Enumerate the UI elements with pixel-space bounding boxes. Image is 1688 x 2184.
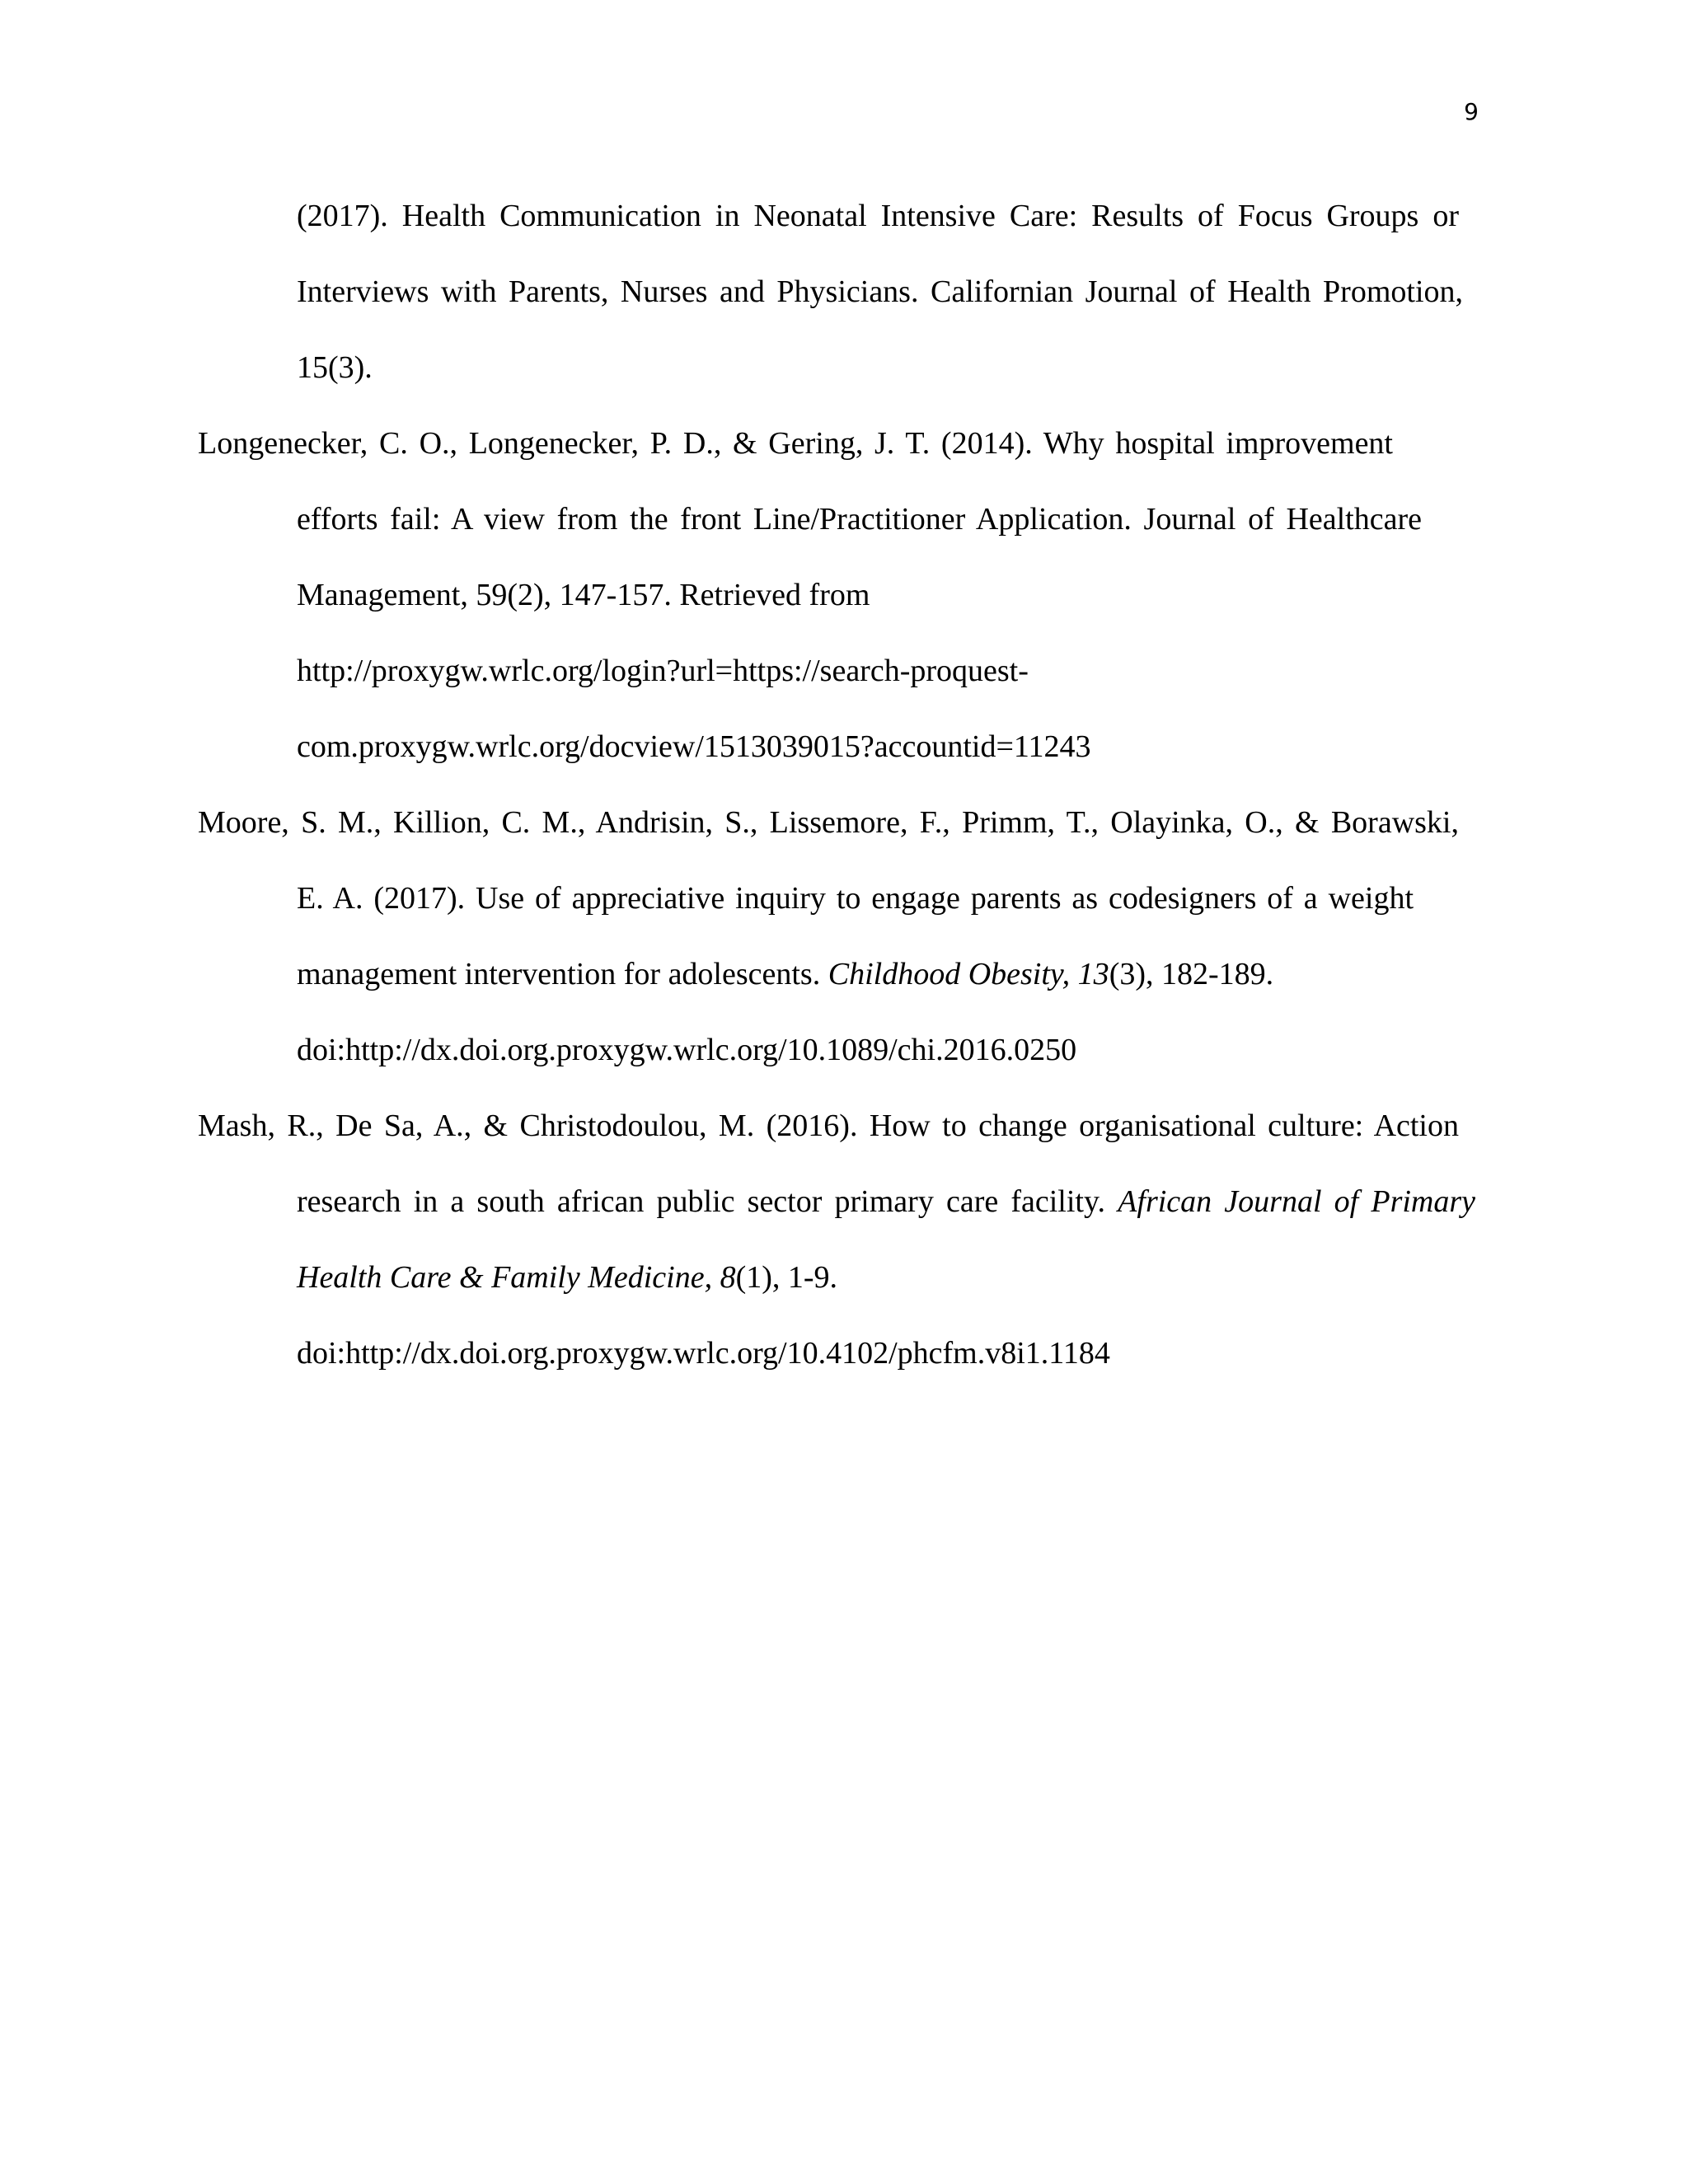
reference-url: com.proxygw.wrlc.org/docview/1513039015?accountid=11243	[297, 729, 1091, 764]
reference-line: (2017). Health Communication in Neonatal Intensive Care: Results of Focus Groups or	[297, 199, 1459, 233]
reference-line: E. A. (2017). Use of appreciative inquiry to engage parents as codesigners of a weight	[297, 881, 1414, 916]
journal-title: Childhood Obesity, 13	[828, 957, 1109, 991]
reference-line: Mash, R., De Sa, A., & Christodoulou, M. (2016). How to change organisational culture: Action	[198, 1108, 1459, 1143]
reference-line	[297, 958, 1273, 990]
reference-text: management intervention for adolescents.	[297, 957, 828, 991]
reference-line: Longenecker, C. O., Longenecker, P. D., & Gering, J. T. (2014). Why hospital improvement	[198, 426, 1393, 461]
reference-line: efforts fail: A view from the front Line/Practitioner Application. Journal of Healthcare	[297, 502, 1422, 537]
journal-title: African Journal of Primary	[1118, 1184, 1476, 1219]
reference-line	[297, 1262, 837, 1293]
reference-text: (1), 1-9.	[735, 1260, 838, 1295]
reference-line: Moore, S. M., Killion, C. M., Andrisin, S., Lissemore, F., Primm, T., Olayinka, O., & Borawski,	[198, 805, 1459, 840]
page-number: 9	[1464, 98, 1479, 125]
reference-line: Management, 59(2), 147-157. Retrieved from	[297, 578, 870, 612]
reference-text: (3), 182-189.	[1109, 957, 1274, 991]
reference-line: 15(3).	[297, 350, 373, 385]
reference-text: research in a south african public sector primary care facility.	[297, 1184, 1118, 1219]
reference-line: Interviews with Parents, Nurses and Physicians. Californian Journal of Health Promotion,	[297, 274, 1463, 309]
reference-line	[297, 1186, 1475, 1217]
reference-doi: doi:http://dx.doi.org.proxygw.wrlc.org/10.4102/phcfm.v8i1.1184	[297, 1336, 1110, 1371]
reference-doi: doi:http://dx.doi.org.proxygw.wrlc.org/10.1089/chi.2016.0250	[297, 1033, 1077, 1067]
reference-url: http://proxygw.wrlc.org/login?url=https://search-proquest-	[297, 654, 1029, 688]
journal-title: Health Care & Family Medicine, 8	[297, 1260, 736, 1295]
